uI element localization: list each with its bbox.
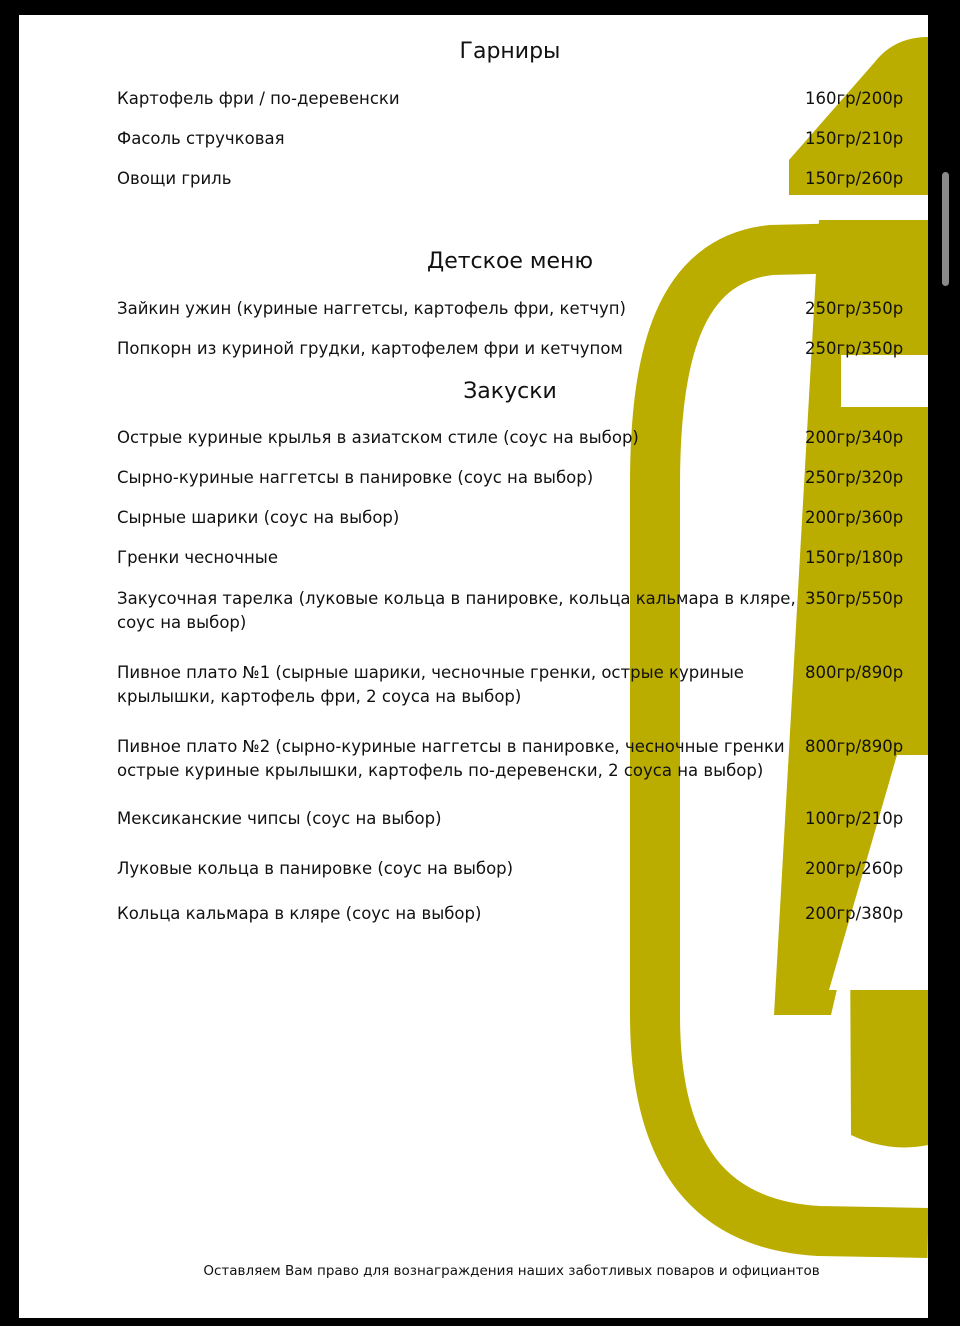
menu-item-price: 160гр/200р	[805, 89, 904, 108]
menu-item-name: Гренки чесночные	[117, 548, 278, 567]
menu-item-name: Овощи гриль	[117, 169, 232, 188]
menu-item-name: Фасоль стручковая	[117, 129, 285, 148]
menu-item-price: 150гр/210р	[805, 129, 904, 148]
menu-item-name: Закусочная тарелка (луковые кольца в панировке, кольца кальмара в кляре, соус на выбор)	[117, 589, 796, 632]
menu-item-price: 250гр/350р	[805, 339, 904, 358]
menu-item-name: Сырные шарики (соус на выбор)	[117, 508, 400, 527]
menu-item-price: 250гр/320р	[805, 468, 904, 487]
menu-item-price: 100гр/210р	[805, 809, 904, 828]
menu-item-name: Мексиканские чипсы (соус на выбор)	[117, 809, 442, 828]
menu-item-name: Пивное плато №2 (сырно-куриные наггетсы в панировке, чесночные гренки острые куриные крылышки, картофель по-деревенски, 2 соуса на выбор)	[117, 737, 785, 780]
menu-item-name: Сырно-куриные наггетсы в панировке (соус на выбор)	[117, 468, 594, 487]
menu-item-name: Острые куриные крылья в азиатском стиле (соус на выбор)	[117, 428, 639, 447]
menu-item-name: Кольца кальмара в кляре (соус на выбор)	[117, 904, 482, 923]
menu-page	[19, 15, 928, 1318]
menu-item-price: 200гр/340р	[805, 428, 904, 447]
menu-item-price: 200гр/380р	[805, 904, 904, 923]
footer-note: Оставляем Вам право для вознаграждения наших заботливых поваров и официантов	[203, 1263, 820, 1279]
menu-item-price: 800гр/890р	[805, 737, 904, 756]
menu-item-price: 200гр/360р	[805, 508, 904, 527]
menu-item-price: 800гр/890р	[805, 663, 904, 682]
menu-item-price: 250гр/350р	[805, 299, 904, 318]
menu-item-name: Луковые кольца в панировке (соус на выбор)	[117, 859, 514, 878]
menu-item-name: Картофель фри / по-деревенски	[117, 89, 400, 108]
section-title-garnish: Гарниры	[459, 39, 561, 64]
menu-content	[19, 15, 928, 1318]
menu-item-name: Пивное плато №1 (сырные шарики, чесночные гренки, острые куриные крылышки, картофель фри, 2 соуса на выбор)	[117, 663, 744, 706]
section-title-snacks: Закуски	[463, 379, 557, 404]
menu-item-name: Зайкин ужин (куриные наггетсы, картофель фри, кетчуп)	[117, 299, 626, 318]
menu-item-name: Попкорн из куриной грудки, картофелем фри и кетчупом	[117, 339, 623, 358]
scrollbar-thumb[interactable]	[942, 172, 949, 286]
menu-item-price: 350гр/550р	[805, 589, 904, 608]
menu-item-price: 200гр/260р	[805, 859, 904, 878]
section-title-kids: Детское меню	[427, 249, 593, 274]
menu-item-price: 150гр/180р	[805, 548, 904, 567]
menu-item-price: 150гр/260р	[805, 169, 904, 188]
